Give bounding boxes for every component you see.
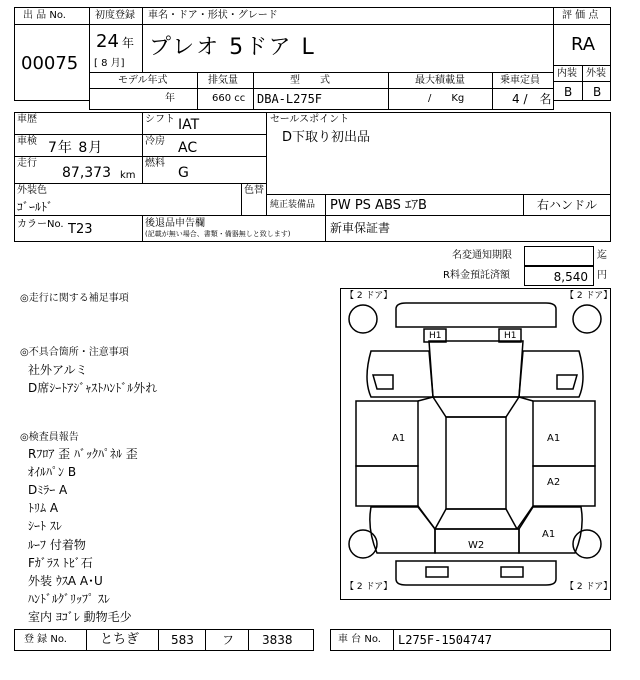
capacity-label: 乗車定員	[500, 75, 540, 86]
mark-a1-right: A1	[547, 433, 561, 444]
driving-header: ◎走行に関する補足事項	[20, 293, 129, 304]
sales-point-label: セールスポイント	[270, 114, 350, 125]
ac-value: AC	[178, 140, 198, 156]
inspector-line: ｼｰﾄ ｽﾚ	[28, 519, 62, 533]
model-year-value: 年	[165, 93, 175, 104]
genuine-equipment-value: PW PS ABS ｴｱB	[330, 198, 427, 213]
mark-a1-rear: A1	[542, 529, 556, 540]
reg-class: 583	[171, 633, 194, 647]
mileage-unit: km	[120, 170, 136, 181]
type-label: 型 式	[290, 75, 330, 86]
wheel-front-left	[349, 305, 377, 333]
color-no-label: カラーNo.	[17, 219, 64, 230]
fuel-label: 燃料	[145, 158, 165, 169]
door-count-br: 【 2 ドア】	[565, 582, 613, 592]
car-diagram	[340, 288, 611, 600]
exterior-label: 外装	[586, 68, 606, 79]
ac-label: 冷房	[145, 136, 165, 147]
shift-value: IAT	[178, 117, 200, 133]
color-change-label: 色替	[244, 185, 264, 196]
recycle-value-cell	[524, 266, 594, 286]
inspector-line: 外装 ｳｽA A･U	[28, 574, 103, 588]
inspector-line: ｵｲﾙﾊﾟﾝ B	[28, 465, 77, 479]
type-value: DBA-L275F	[257, 92, 323, 106]
eval-score-cell	[553, 24, 611, 66]
inspector-header: ◎検査員報告	[20, 432, 79, 443]
exterior-label-cell	[582, 65, 611, 82]
car-diagram-svg	[341, 289, 613, 599]
first-reg-cell	[89, 24, 143, 73]
reg-number: 3838	[262, 633, 293, 647]
displacement-value: 660 cc	[212, 93, 246, 104]
max-load-label: 最大積載量	[415, 75, 465, 86]
model-year-label: モデル年式	[118, 75, 168, 86]
front-fender-right	[519, 351, 583, 397]
mark-h1-right: H1	[504, 331, 517, 341]
rear-door-right	[533, 466, 595, 506]
inspection-label: 車検	[17, 136, 37, 147]
inspector-line: Dﾐﾗｰ A	[28, 483, 68, 497]
roof	[446, 417, 506, 509]
inspection-value: 7年 8月	[48, 140, 104, 156]
mirror-right	[557, 375, 577, 389]
capacity-value: 4 / 名	[512, 92, 552, 106]
year-unit: 年	[122, 36, 135, 50]
mark-h1-left: H1	[429, 331, 442, 341]
color-no-value: T23	[68, 222, 93, 237]
reg-region: とちぎ	[100, 632, 140, 647]
fuel-value: G	[178, 165, 189, 181]
exterior-grade-cell	[582, 81, 611, 101]
history-label: 車歴	[17, 114, 37, 125]
exterior-color-value: ｺﾞｰﾙﾄﾞ	[17, 200, 54, 214]
windshield	[433, 397, 519, 417]
recycle-label: R料金預託済額	[443, 270, 510, 281]
steering-value: 右ハンドル	[537, 198, 598, 212]
hood	[429, 341, 523, 397]
door-count-tl: 【 2 ドア】	[345, 291, 393, 301]
wheel-front-right	[573, 305, 601, 333]
rear-door-left	[356, 466, 418, 506]
exterior-grade: B	[593, 85, 602, 99]
interior-label: 内装	[557, 68, 577, 79]
pillar-right	[517, 397, 533, 529]
eval-label-cell	[553, 7, 611, 25]
inspector-line: Rﾌﾛｱ 歪 ﾊﾞｯｸﾊﾟﾈﾙ 歪	[28, 447, 138, 461]
wheel-rear-left	[349, 530, 377, 558]
exterior-color-label: 外装色	[17, 185, 47, 196]
name-change-value-cell	[524, 246, 594, 266]
defects-header: ◎不具合箇所・注意事項	[20, 347, 129, 358]
first-reg-label-cell	[89, 7, 143, 25]
tail-light-left	[426, 567, 448, 577]
door-count-tr: 【 2 ドア】	[565, 291, 613, 301]
chassis-label: 車 台 No.	[338, 634, 381, 645]
car-name-label-cell	[142, 7, 554, 25]
max-load-value: / Kg	[428, 93, 465, 104]
recycle-unit: 円	[597, 270, 607, 281]
car-name-label: 車名・ドア・形状・グレード	[148, 10, 278, 21]
mirror-left	[373, 375, 393, 389]
reg-no-label: 登 録 No.	[24, 634, 67, 645]
mark-w2: W2	[468, 540, 485, 551]
first-reg-label: 初度登録	[95, 10, 135, 21]
rear-quarter-left	[370, 507, 435, 553]
inspector-line: 室内 ﾖｺﾞﾚ 動物毛少	[28, 610, 132, 624]
front-door-left	[356, 401, 418, 466]
first-reg-month: [ 8 月]	[94, 58, 125, 69]
inspector-line: Fｶﾞﾗｽ ﾄﾋﾞ石	[28, 556, 93, 570]
interior-label-cell	[553, 65, 583, 82]
car-name-cell	[142, 24, 554, 73]
inspector-line: ﾄﾘﾑ A	[28, 501, 59, 515]
chassis-value: L275F-1504747	[398, 633, 492, 647]
first-reg-year: 24	[96, 31, 119, 52]
aftermarket-note: (記載が無い場合、書類・備器無しと致します)	[145, 230, 291, 238]
aftermarket-label: 後退品申告欄	[145, 218, 205, 229]
interior-grade-cell	[553, 81, 583, 101]
lot-number: 00075	[21, 53, 79, 74]
lot-number-cell	[14, 24, 90, 101]
inspector-line: ﾙｰﾌ 付着物	[28, 538, 86, 552]
door-count-bl: 【 2 ドア】	[345, 582, 393, 592]
rear-bumper	[396, 561, 556, 585]
front-fender-left	[367, 351, 433, 397]
wheel-rear-right	[573, 530, 601, 558]
defect-line: D席ｼｰﾄｱｼﾞｬｽﾄﾊﾝﾄﾞﾙ外れ	[28, 381, 158, 395]
lot-label: 出 品 No.	[23, 10, 66, 21]
mileage-label: 走行	[17, 158, 37, 169]
name-change-unit: 迄	[597, 250, 607, 261]
front-bumper	[396, 303, 556, 327]
front-door-right	[533, 401, 595, 466]
rear-glass	[435, 509, 517, 529]
recycle-value: 8,540	[553, 270, 588, 284]
name-change-label: 名変通知期限	[452, 250, 512, 261]
genuine-equipment-label: 純正装備品	[270, 200, 316, 210]
defect-line: 社外アルミ	[28, 363, 88, 377]
inspector-line: ﾊﾝﾄﾞﾙｸﾞﾘｯﾌﾟ ｽﾚ	[28, 592, 110, 606]
sales-point-value: D下取り初出品	[282, 130, 371, 145]
mileage-value: 87,373	[62, 165, 111, 181]
lot-label-cell	[14, 7, 90, 25]
warranty-value: 新車保証書	[330, 221, 391, 235]
shift-label: シフト	[145, 114, 175, 125]
reg-kana: フ	[222, 633, 235, 647]
displacement-label: 排気量	[208, 75, 238, 86]
eval-label: 評 価 点	[562, 10, 599, 21]
mark-a1-left: A1	[392, 433, 406, 444]
interior-grade: B	[564, 85, 573, 99]
mark-a2: A2	[547, 477, 561, 488]
eval-score: RA	[571, 34, 596, 55]
tail-light-right	[501, 567, 523, 577]
car-name: プレオ 5ドア L	[149, 35, 316, 60]
